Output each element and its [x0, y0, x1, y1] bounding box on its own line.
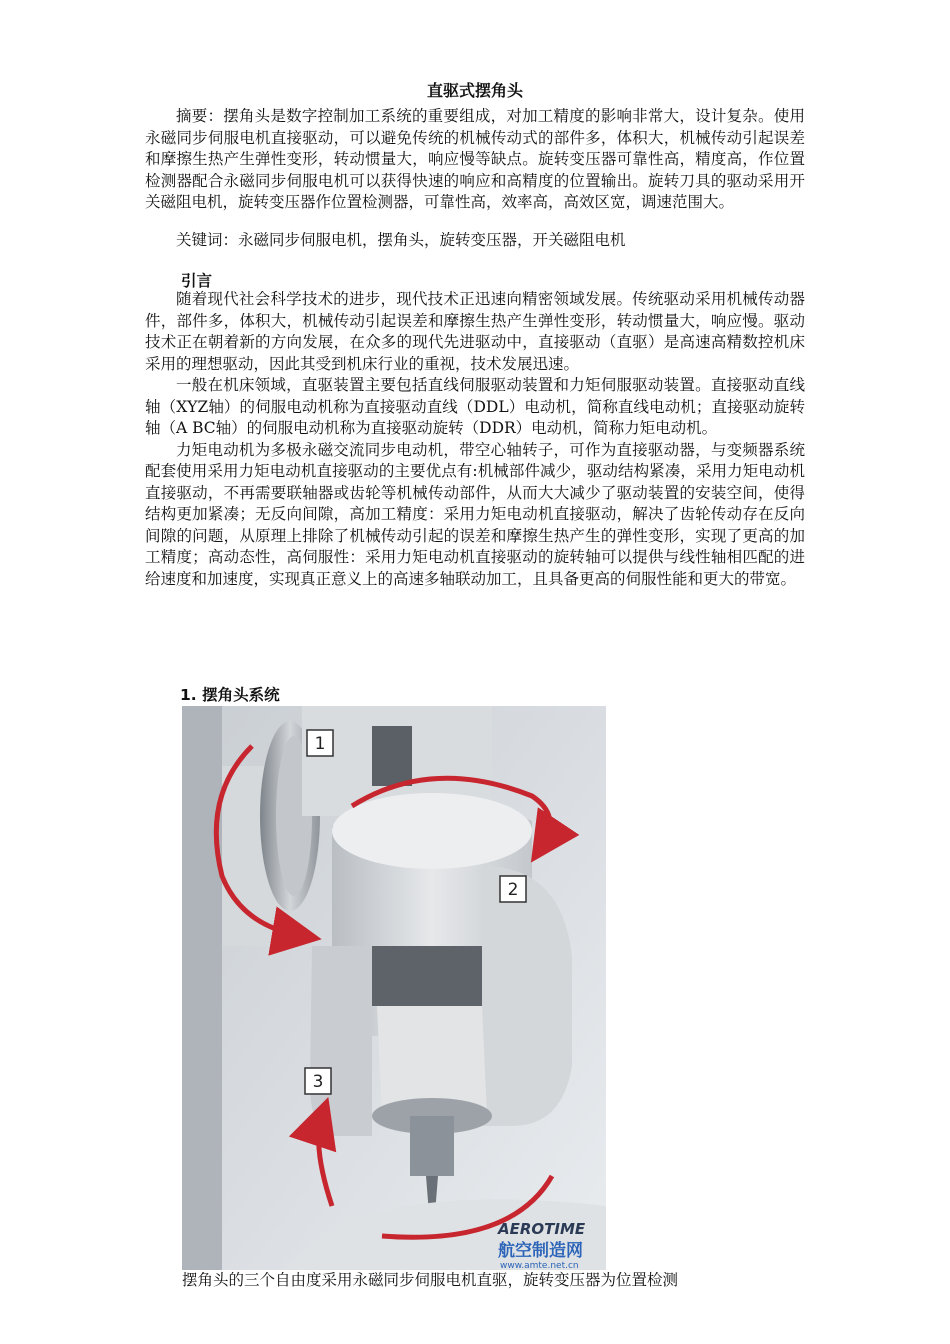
swivel-head-illustration [182, 706, 606, 1270]
label-2 [500, 876, 526, 902]
svg-text:2: 2 [507, 880, 519, 900]
abstract-paragraph: 摘要：摆角头是数字控制加工系统的重要组成，对加工精度的影响非常大，设计复杂。使用永磁同步伺服电机直接驱动，可以避免传统的机械传动式的部件多，体积大，机械传动引起误差和摩擦生热产生弹性变形，转动惯量大，响应慢等缺点。旋转变压器可靠性高，精度高，作位置检测器配合永磁同步伺服电机可以获得快速的响应和高精度的位置输出。旋转刀具的驱动采用开关磁阻电机，旋转变压器作位置检测器，可靠性高，效率高，高效区宽，调速范围大。 [145, 107, 805, 211]
document-body [145, 78, 805, 590]
watermark [497, 1220, 586, 1270]
section-1-heading: 1. 摆角头系统 [180, 686, 280, 704]
fork-arm-left [310, 946, 372, 1136]
watermark-cn: 航空制造网 [498, 1241, 583, 1261]
document-title: 直驱式摆角头 [426, 81, 523, 100]
keywords-line: 关键词：永磁同步伺服电机，摆角头，旋转变压器，开关磁阻电机 [176, 230, 626, 249]
label-1 [307, 730, 333, 756]
machine-frame-left [182, 706, 222, 1270]
swivel-head-top [332, 793, 532, 869]
watermark-url: www.amte.net.cn [500, 1261, 579, 1270]
figure-caption: 摆角头的三个自由度采用永磁同步伺服电机直驱，旋转变压器为位置检测 [182, 1271, 679, 1289]
intro-paragraph-3: 力矩电动机为多极永磁交流同步电动机，带空心轴转子，可作为直接驱动器，与变频器系统配套使用采用力矩电动机直接驱动的主要优点有:机械部件减少，驱动结构紧凑，采用力矩电动机直接驱动，不再需要联轴器或齿轮等机械传动部件，从而大大减少了驱动装置的安装空间，使得结构更加紧凑；无反向间隙，高加工精度：采用力矩电动机直接驱动，解决了齿轮传动存在反向间隙的问题，从原理上排除了机械传动引起的误差和摩擦生热产生的弹性变形，实现了更高的加工精度；高动态性，高伺服性：采用力矩电动机直接驱动的旋转轴可以提供与线性轴相匹配的进给速度和加速度，实现真正意义上的高速多轴联动加工，且具备更高的伺服性能和更大的带宽。 [145, 440, 805, 588]
label-3 [305, 1068, 331, 1094]
watermark-brand: AEROTIME [498, 1220, 586, 1238]
swivel-head-figure [182, 706, 606, 1270]
svg-text:1: 1 [314, 734, 326, 754]
spindle-nose [410, 1116, 454, 1176]
intro-paragraph-1: 随着现代社会科学技术的进步，现代技术正迅速向精密领域发展。传统驱动采用机械传动器件，部件多，体积大，机械传动引起误差和摩擦生热产生弹性变形，转动惯量大，响应慢。驱动技术正在朝着新的方向发展，在众多的现代先进驱动中，直接驱动（直驱）是高速高精数控机床采用的理想驱动，因此其受到机床行业的重视，技术发展迅速。 [145, 290, 805, 373]
svg-text:3: 3 [312, 1072, 324, 1092]
intro-heading: 引言 [181, 272, 213, 290]
intro-paragraph-2: 一般在机床领域，直驱装置主要包括直线伺服驱动装置和力矩伺服驱动装置。直接驱动直线轴（XYZ轴）的伺服电动机称为直接驱动直线（DDL）电动机，简称直线电动机；直接驱动旋转轴（A BC轴）的伺服电动机称为直接驱动旋转（DDR）电动机，简称力矩电动机。 [145, 376, 805, 437]
